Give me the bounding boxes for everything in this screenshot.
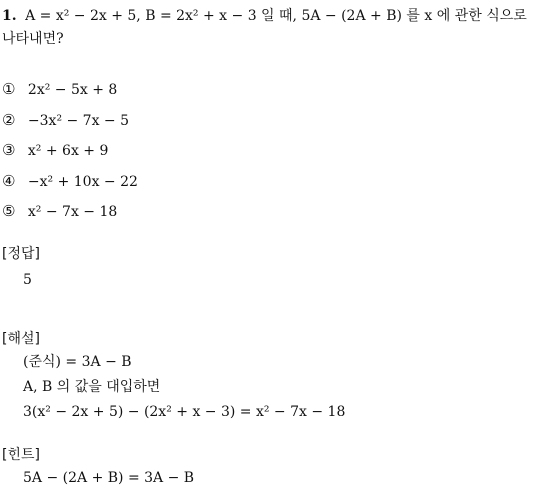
choice-4[interactable] <box>2 173 138 190</box>
question-text: A = x² − 2x + 5, B = 2x² + x − 3 일 때, 5A − (2A + B) 를 x 에 관한 식으로 <box>25 8 527 24</box>
choice-text: x² − 7x − 18 <box>27 204 118 220</box>
answer-value: 5 <box>23 272 32 288</box>
choice-1[interactable] <box>2 81 117 98</box>
hint-line: 5A − (2A + B) = 3A − B <box>23 470 195 486</box>
choice-marker: ③ <box>2 141 16 159</box>
choice-marker: ① <box>2 80 16 98</box>
choice-2[interactable] <box>2 112 129 129</box>
question-number: 1. <box>2 8 17 24</box>
hint-label: [힌트] <box>2 447 40 463</box>
explanation-label: [해설] <box>2 331 40 347</box>
question-text-continued: 나타내면? <box>2 31 64 47</box>
choice-text: −3x² − 7x − 5 <box>27 113 130 129</box>
choice-3[interactable] <box>2 142 108 159</box>
choice-text: x² + 6x + 9 <box>27 143 109 159</box>
choice-text: 2x² − 5x + 8 <box>27 82 118 98</box>
question-line-1 <box>2 8 527 24</box>
answer-label: [정답] <box>2 246 40 262</box>
choice-marker: ④ <box>2 172 16 190</box>
choice-text: −x² + 10x − 22 <box>27 174 138 190</box>
question-line-2 <box>2 31 64 47</box>
choice-marker: ⑤ <box>2 202 16 220</box>
choice-5[interactable] <box>2 203 117 220</box>
explanation-line-3: 3(x² − 2x + 5) − (2x² + x − 3) = x² − 7x − 18 <box>23 404 346 420</box>
explanation-line-1: (준식) = 3A − B <box>23 354 132 370</box>
choice-marker: ② <box>2 111 16 129</box>
explanation-line-2: A, B 의 값을 대입하면 <box>23 379 161 395</box>
